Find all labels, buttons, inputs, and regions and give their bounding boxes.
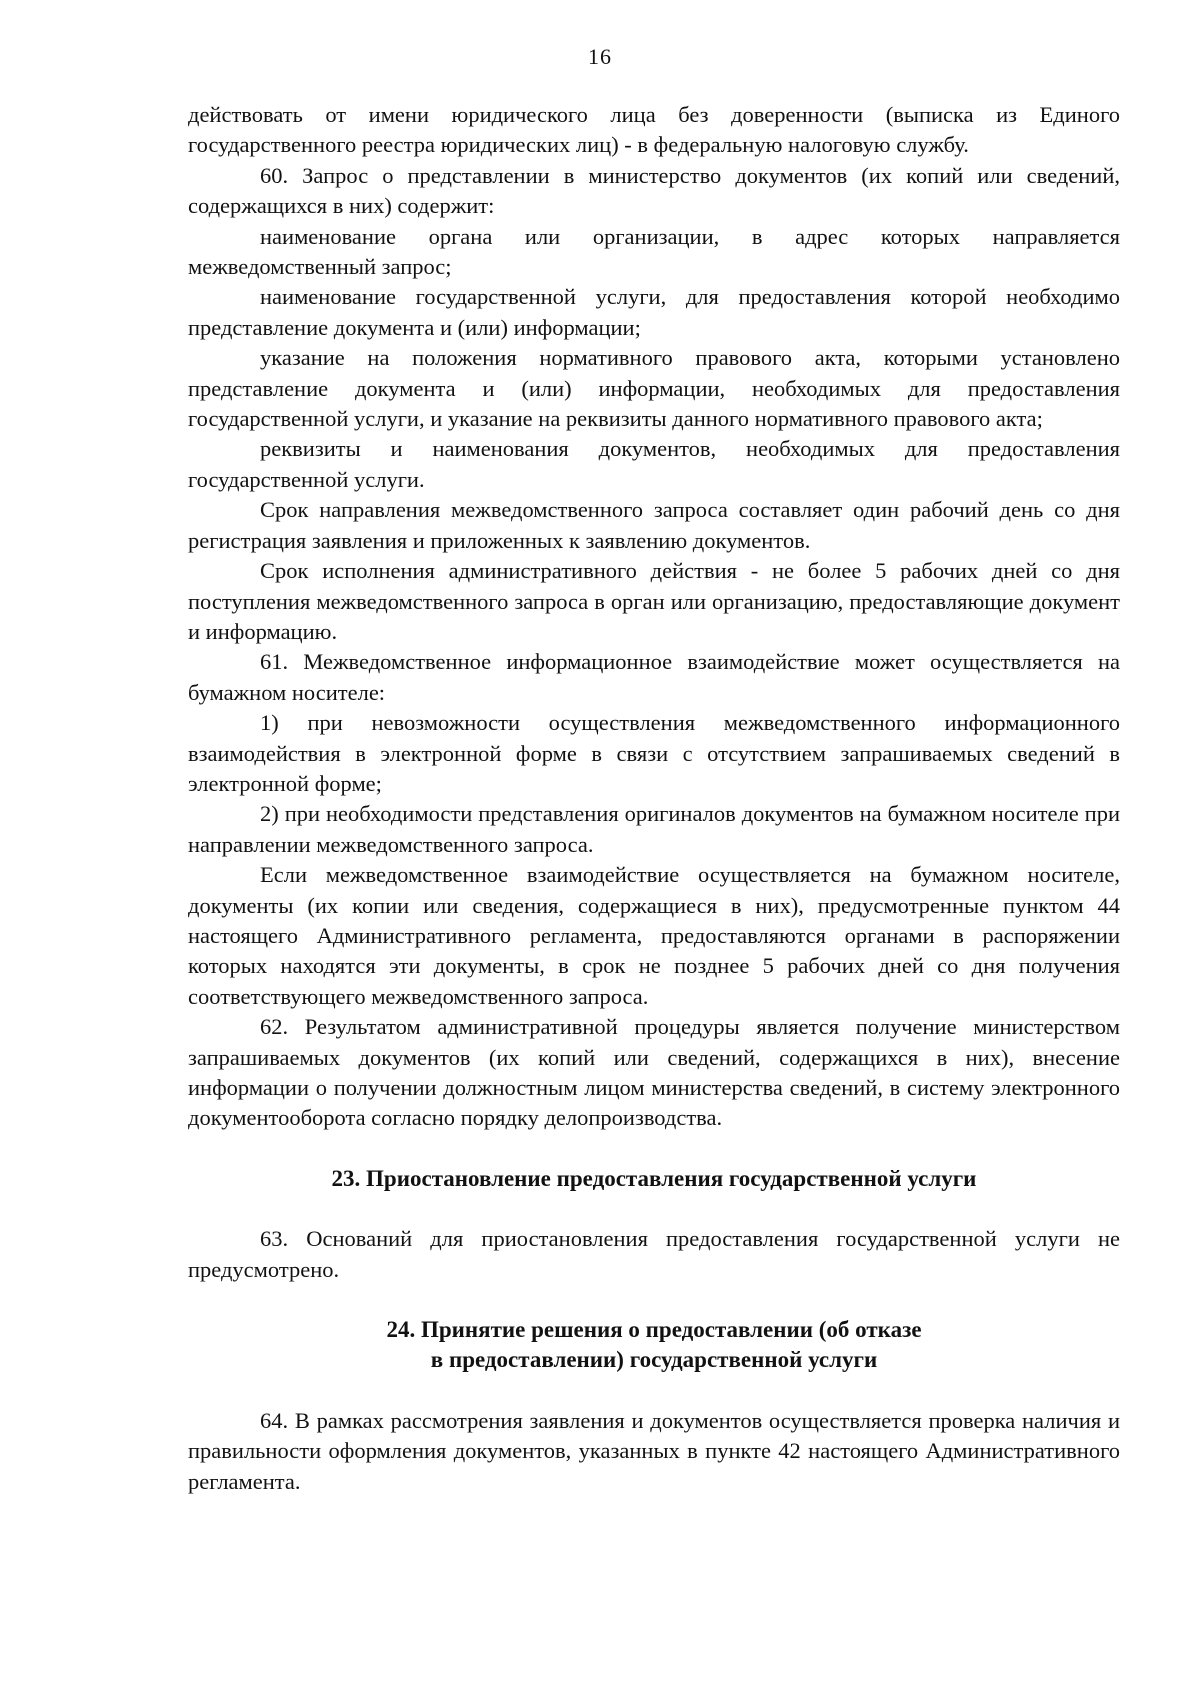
section-24-heading-line-1: 24. Принятие решения о предоставлении (об отказе <box>386 1317 922 1343</box>
paragraph-paper-exchange: Если межведомственное взаимодействие осуществляется на бумажном носителе, документы (их копии или сведения, содержащиеся в них), предусмотренные пунктом 44 настоящего Административного регламента, предоставляются органами в распоряжении которых находятся эти документы, в срок не позднее 5 рабочих дней со дня получения соответствующего межведомственного запроса. <box>188 862 1120 1009</box>
section-24-heading-line-2: в предоставлении) государственной услуги <box>430 1347 878 1373</box>
paragraph-request-term: Срок направления межведомственного запроса составляет один рабочий день со дня регистрация заявления и приложенных к заявлению документов. <box>188 497 1120 553</box>
paragraph-continuation: действовать от имени юридического лица без доверенности (выписка из Единого государственного реестра юридических лиц) - в федеральную налоговую службу. <box>188 102 1120 158</box>
page-number: 16 <box>588 44 612 69</box>
section-24-heading <box>188 1315 1120 1376</box>
section-23-heading: 23. Приостановление предоставления государственной услуги <box>331 1165 977 1191</box>
paragraph-60-item-service: наименование государственной услуги, для предоставления которой необходимо представление документа и (или) информации; <box>188 284 1120 340</box>
paragraph-62: 62. Результатом административной процедуры является получение министерством запрашиваемых документов (их копий или сведений, содержащихся в них), внесение информации о получении должностным лицом министерства сведений, в систему электронного документооборота согласно порядку делопроизводства. <box>188 1014 1120 1131</box>
paragraph-63: 63. Оснований для приостановления предоставления государственной услуги не предусмотрено. <box>188 1226 1120 1282</box>
paragraph-61: 61. Межведомственное информационное взаимодействие может осуществляется на бумажном носителе: <box>188 649 1120 705</box>
paragraph-60: 60. Запрос о представлении в министерство документов (их копий или сведений, содержащихся в них) содержит: <box>188 162 1120 219</box>
paragraph-execution-term: Срок исполнения административного действия - не более 5 рабочих дней со дня поступления межведомственного запроса в орган или организацию, предоставляющие документ и информацию. <box>188 558 1120 644</box>
paragraph-64: 64. В рамках рассмотрения заявления и документов осуществляется проверка наличия и правильности оформления документов, указанных в пункте 42 настоящего Административного регламента. <box>188 1407 1120 1494</box>
paragraph-61-item-2: 2) при необходимости представления оригиналов документов на бумажном носителе при направлении межведомственного запроса. <box>188 801 1120 857</box>
paragraph-60-item-legal-act: указание на положения нормативного правового акта, которыми установлено представление документа и (или) информации, необходимых для предоставления государственной услуги, и указание на реквизиты данного нормативного правового акта; <box>188 345 1120 432</box>
document-body <box>188 100 1120 1497</box>
paragraph-60-item-requisites: реквизиты и наименования документов, необходимых для предоставления государственной услуги. <box>188 436 1120 492</box>
paragraph-61-item-1: 1) при невозможности осуществления межведомственного информационного взаимодействия в электронной форме в связи с отсутствием запрашиваемых сведений в электронной форме; <box>188 710 1120 796</box>
paragraph-60-item-organ: наименование органа или организации, в адрес которых направляется межведомственный запрос; <box>188 223 1120 280</box>
